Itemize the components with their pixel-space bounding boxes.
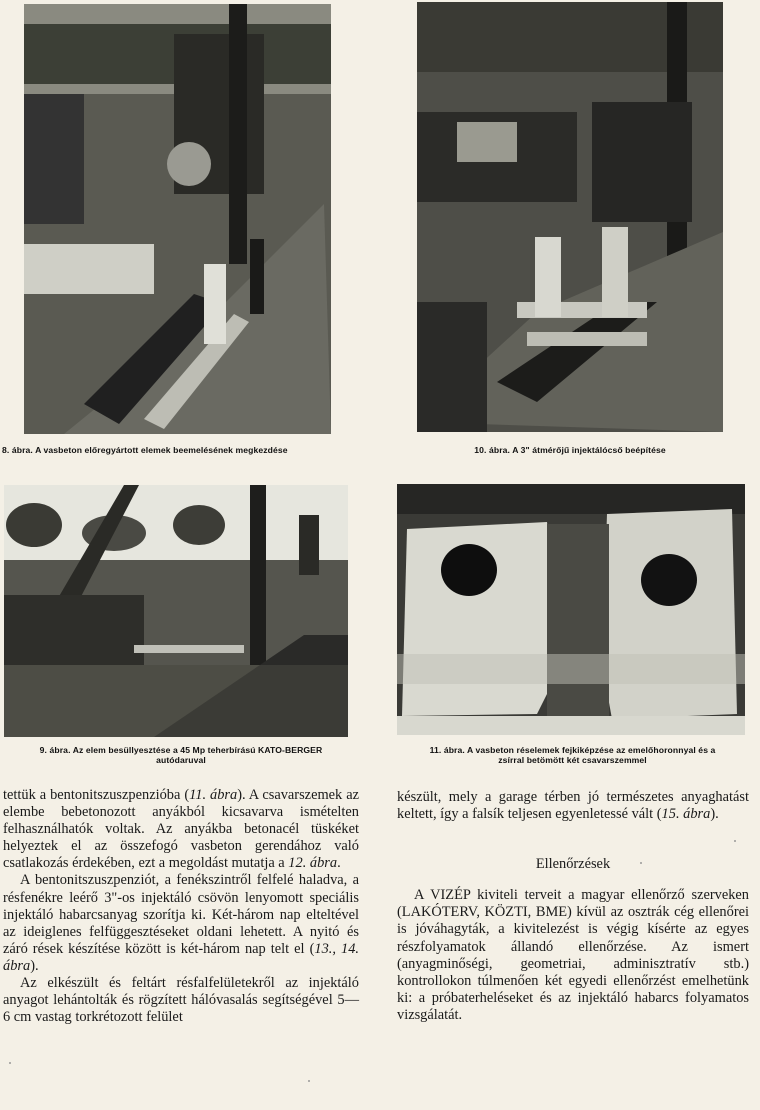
figure-reference: 13., 14. ábra <box>3 940 359 974</box>
left-p1-text-b: ). A csavarszemek az elembe bebetonozott anyákból kicsavarva ismételten felhasználhatók voltak. Az anyákba betonacél tüskéket helyeztek el az összefogó vasbeton gerendához való csatlakozás érdekében, ezt a megoldást mutatja a <box>3 787 359 872</box>
figure-reference: 12. ábra <box>288 855 338 872</box>
left-p1-text-c: . <box>337 855 341 872</box>
right-p1-text-end: ). <box>710 806 719 823</box>
figure-10-caption <box>400 445 740 455</box>
left-p2-text: A bentonitszuszpenziót, a fenékszintről felfelé haladva, a résfenékre leérő 3"-os injektáló csövön lenyomott speciális injektáló habarcsanyag szorítja ki. Két-három nap elteltével az ideiglenes felfüggesztéseket oldani lehetett. A nyitó és záró rések készítése között is két-három nap telt el ( <box>3 872 359 957</box>
section-heading: Ellenőrzések <box>535 856 611 873</box>
figure-10-photo <box>417 2 723 432</box>
figure-8-caption <box>2 445 362 455</box>
figure-8-caption-text: 8. ábra. A vasbeton előregyártott elemek beemelésének megkezdése <box>2 445 288 455</box>
figure-11-caption-line2: zsírral betömött két csavarszemmel <box>498 755 647 765</box>
figure-reference: 15. ábra <box>661 806 711 823</box>
right-paragraph-2: A VIZÉP kiviteli terveit a magyar ellenőrző szerveken (LAKÓTERV, KÖZTI, BME) kívül az osztrák cég ellenőrei is jóváhagyták, a kivitelezést is végig kísérte az egyes részfolyamatok állandó ellenőrzése. Az ismert (anyagminőségi, geometriai, adminisztratív stb.) kontrollokon túlmenően két egyedi ellenőrzést emelhetünk ki: a próbaterheléseket és az injektáló habarcs folyamatos vizsgálatát. <box>397 887 749 1023</box>
figure-11-photo <box>397 484 745 735</box>
right-paragraph-1 <box>397 789 749 823</box>
left-text-column <box>3 787 359 1026</box>
figure-reference: 11. ábra <box>189 787 238 803</box>
left-paragraph-1 <box>3 787 359 872</box>
figure-9-caption-line2: autódaruval <box>156 755 206 765</box>
figure-11-caption <box>395 745 750 765</box>
right-text-column <box>397 789 749 1024</box>
figure-10-caption-text: 10. ábra. A 3" átmérőjű injektálócső beépítése <box>474 445 666 455</box>
left-paragraph-2 <box>3 872 359 975</box>
figure-9-caption <box>0 745 362 765</box>
right-p1-text: készült, mely a garage térben jó természetes anyaghatást keltett, így a falsík teljesen egyenletessé vált ( <box>397 789 749 823</box>
figure-9-photo <box>4 485 348 737</box>
figure-8-photo <box>24 4 331 434</box>
left-p2-text-end: ). <box>30 957 39 974</box>
left-paragraph-3: Az elkészült és feltárt résfalfelületekről az injektáló anyagot lehántolták és rögzített hálóvasalás segítségével 5—6 cm vastag torkrétozott felület <box>3 975 359 1026</box>
left-p1-text-a: tettük a bentonitszuszpenzióba ( <box>3 787 190 803</box>
figure-9-caption-line1: 9. ábra. Az elem besüllyesztése a 45 Mp teherbírású KATO-BERGER <box>39 745 323 755</box>
figure-11-caption-line1: 11. ábra. A vasbeton réselemek fejkiképzése az emelőhoronnyal és a <box>429 745 716 755</box>
